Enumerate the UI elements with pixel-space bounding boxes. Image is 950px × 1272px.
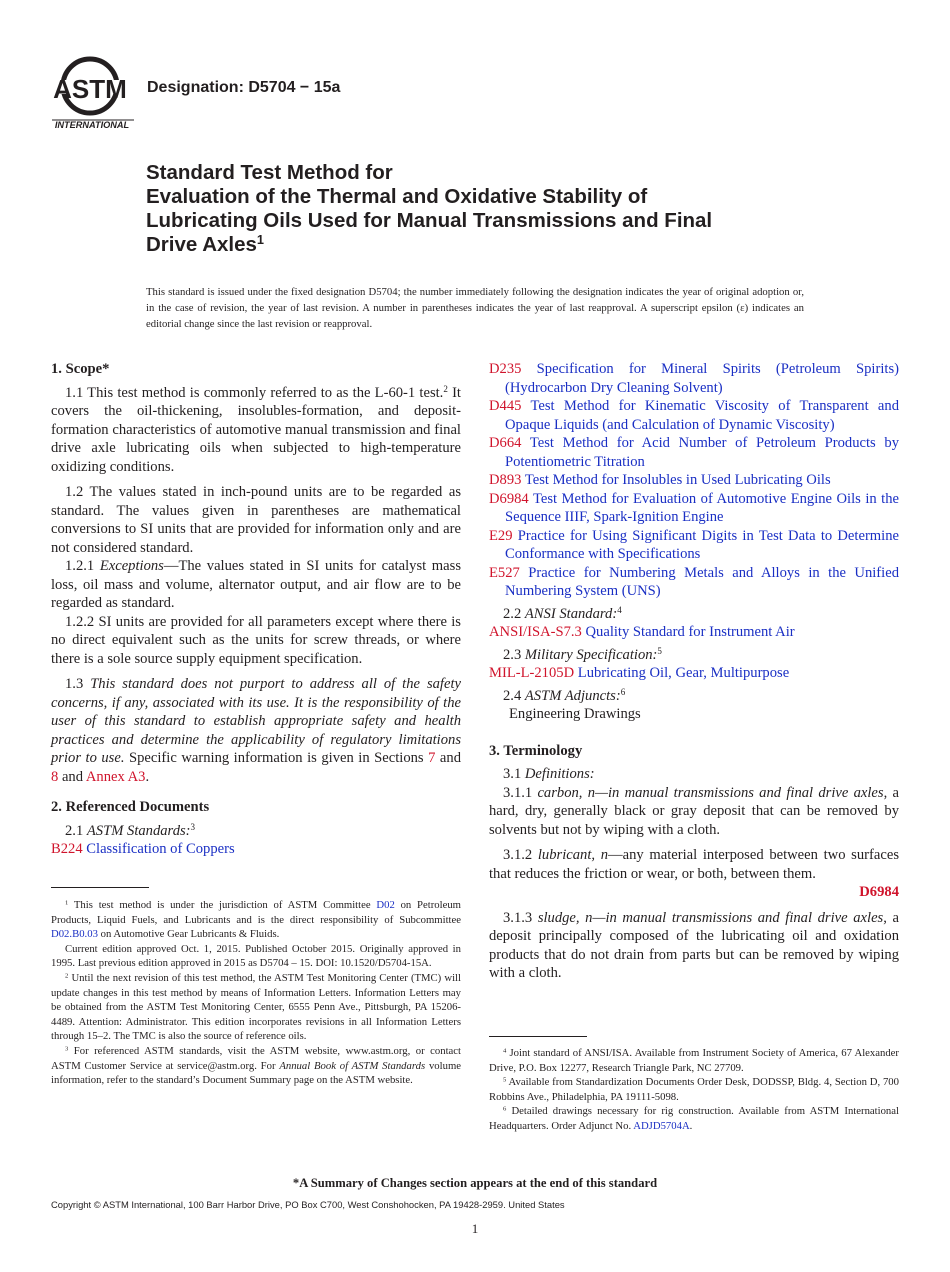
footnote-divider: [51, 887, 149, 888]
title-line-3: Lubricating Oils Used for Manual Transmissions and Final: [146, 209, 713, 232]
footnote-ref-2[interactable]: 2: [443, 383, 448, 394]
footnote-ref-3[interactable]: 3: [190, 821, 196, 832]
para-3-1-3: 3.1.3 sludge, n—in manual transmissions and final drive axles, a deposit principally composed of the lubricating oil and oxidation products that do not drain from parts but can be removed by wiping with a cloth.: [489, 909, 899, 981]
subcommittee-link[interactable]: D02.B0.03: [51, 928, 98, 941]
ref-item[interactable]: [489, 564, 899, 601]
para-3-1-1: 3.1.1 carbon, n—in manual transmissions and final drive axles, a hard, dry, generally black or gray deposit that can be removed by solvents but not by wiping with a cloth.: [489, 784, 899, 838]
para-2-1: 2.1 ASTM Standards:$^3$: [65, 821, 196, 839]
page-number: 1: [471, 1221, 479, 1236]
designation: Designation: D5704 − 15a: [147, 79, 341, 96]
ref-code: D235: [489, 361, 522, 377]
section-scope-heading: 1. Scope*: [51, 361, 110, 377]
footnote-1-edition: Current edition approved Oct. 1, 2015. Published October 2015. Originally approved in 1995. Last previous edition approved in 2015 as D5704 – 15. DOI: 10.1520/D5704-15A.: [51, 942, 461, 970]
svg-text:ASTM: ASTM: [53, 74, 127, 104]
para-3-1-2: 3.1.2 lubricant, n—any material interposed between two surfaces that reduces the friction or wear, or both, between them.: [489, 847, 899, 882]
footnote-ref-4[interactable]: 4: [617, 604, 622, 615]
ref-code: D445: [489, 398, 522, 414]
para-1-2: 1.2 The values stated in inch-pound units are to be regarded as standard. The values given in parentheses are mathematical conversions to SI units that are provided for information only and are not considered standard.: [51, 484, 461, 556]
ref-title: Classification of Coppers: [86, 841, 235, 857]
para-2-3: 2.3 Military Specification:$^5$: [503, 645, 662, 663]
ref-item[interactable]: [489, 490, 899, 527]
right-column: [489, 360, 899, 983]
title-line-4: Drive Axles$^1$: [146, 232, 264, 256]
ansi-ref[interactable]: [489, 623, 899, 642]
adjunct-link[interactable]: ADJD5704A: [633, 1119, 690, 1132]
document-title: [146, 161, 866, 257]
para-2-2: 2.2 ANSI Standard:$^4$: [503, 604, 622, 622]
para-3-1: 3.1 Definitions:: [503, 766, 595, 782]
ref-title: Test Method for Insolubles in Used Lubricating Oils: [524, 472, 831, 488]
footnote-6: $^6$ Detailed drawings necessary for rig construction. Available from ASTM International Headquarters. Order Adjunct No. ADJD5704A.: [489, 1105, 899, 1132]
section-8-link[interactable]: 8: [51, 768, 59, 785]
para-1-2-2: 1.2.2 SI units are provided for all parameters except where there is no direct equivalent such as the units for screw threads, or where there is a sole source supply equipment specification.: [51, 613, 461, 667]
footnote-3: $^3$ For referenced ASTM standards, visit the ASTM website, www.astm.org, or contact ASTM Customer Service at service@astm.org. For Annual Book of ASTM Standards volume information, refer to the standard’s Document Summary page on the ASTM website.: [51, 1044, 461, 1087]
committee-d02-link[interactable]: D02: [376, 899, 395, 911]
annex-a3-link[interactable]: Annex A3: [85, 768, 146, 785]
mil-code: MIL-L-2105D: [489, 665, 575, 681]
section-7-link[interactable]: 7: [428, 750, 436, 766]
left-column: [51, 360, 461, 859]
title-footnote-mark[interactable]: 1: [256, 232, 264, 248]
footnote-ref-6[interactable]: 6: [620, 686, 626, 697]
ref-item[interactable]: [489, 471, 899, 490]
section-referenced-heading: 2. Referenced Documents: [51, 799, 210, 815]
ref-item[interactable]: [489, 360, 899, 397]
ansi-title: Quality Standard for Instrument Air: [585, 624, 795, 640]
footnotes-left: [51, 898, 461, 1088]
d6984-source-link[interactable]: D6984: [859, 884, 899, 900]
ref-item[interactable]: [489, 397, 899, 434]
ref-title: Practice for Numbering Metals and Alloys in the Unified Numbering System (UNS): [505, 564, 899, 599]
ref-code: E29: [489, 527, 513, 544]
section-terminology-heading: 3. Terminology: [489, 742, 583, 759]
title-line-2: Evaluation of the Thermal and Oxidative Stability of: [146, 185, 648, 208]
ref-title: Test Method for Acid Number of Petroleum Products by Potentiometric Titration: [505, 435, 899, 470]
title-line-1: Standard Test Method for: [146, 161, 393, 184]
ref-item[interactable]: [51, 840, 461, 859]
footnote-5: $^5$ Available from Standardization Documents Order Desk, DODSSP, Bldg. 4, Section D, 700 Robbins Ave., Philadelphia, PA 19111-5098.: [489, 1076, 899, 1103]
para-1-3: 1.3 This standard does not purport to address all of the safety concerns, if any, associated with its use. It is the responsibility of the user of this standard to establish appropriate safety and health practices and determine the applicability of regulatory limitations prior to use. Specific warning information is given in Sections 7 and 8 and Annex A3.: [51, 676, 461, 785]
ref-title: Practice for Using Significant Digits in Test Data to Determine Conformance with Specifications: [505, 527, 899, 562]
copyright: Copyright © ASTM International, 100 Barr Harbor Drive, PO Box C700, West Conshohocken, PA 19428-2959. United States: [51, 1199, 565, 1210]
footnote-divider: [489, 1036, 587, 1037]
ref-code: D893: [489, 472, 522, 488]
ref-code: D664: [489, 435, 522, 451]
ref-item[interactable]: [489, 434, 899, 471]
ref-code: E527: [489, 564, 520, 581]
ref-code: B224: [51, 841, 83, 857]
ansi-code: ANSI/ISA-S7.3: [489, 624, 582, 640]
footnote-1: $^1$ This test method is under the jurisdiction of ASTM Committee D02 on Petroleum Products, Liquid Fuels, and Lubricants and is the direct responsibility of Subcommittee D02.B0.03 on Automotive Gear Lubricants & Fluids.: [51, 899, 461, 941]
ref-title: Specification for Mineral Spirits (Petroleum Spirits) (Hydrocarbon Dry Cleaning Solvent): [505, 361, 899, 396]
footnotes-right: [489, 1046, 899, 1134]
para-1-2-1: 1.2.1 Exceptions—The values stated in SI units for catalyst mass loss, oil mass and volume, alternator output, and air flow are to be regarded as standard.: [51, 558, 461, 611]
preamble: This standard is issued under the fixed designation D5704; the number immediately following the designation indicates the year of original adoption or, in the case of revision, the year of last revision. A number in parentheses indicates the year of last reapproval. A superscript epsilon (ε) indicates an editorial change since the last revision or reapproval.: [146, 286, 804, 330]
ref-title: Test Method for Kinematic Viscosity of Transparent and Opaque Liquids (and Calculation of Dynamic Viscosity): [505, 398, 900, 433]
adjunct-item: Engineering Drawings: [509, 706, 641, 722]
ref-title: Test Method for Evaluation of Automotive Engine Oils in the Sequence IIIF, Spark-Ignition Engine: [505, 490, 900, 525]
mil-ref[interactable]: MIL-L-2105D Lubricating Oil, Gear, Multipurpose: [489, 665, 790, 681]
footnote-ref-5[interactable]: 5: [657, 645, 662, 656]
para-2-4: 2.4 ASTM Adjuncts:$^6$: [503, 686, 626, 704]
svg-text:INTERNATIONAL: INTERNATIONAL: [54, 120, 130, 130]
summary-of-changes-note: *A Summary of Changes section appears at the end of this standard: [292, 1176, 658, 1190]
astm-logo: [52, 56, 134, 132]
para-1-1: 1.1 This test method is commonly referred to as the L-60-1 test.$^2$ It covers the oil-thickening, insolubles-formation, and deposit-formation characteristics of automotive manual transmission and final drive axle lubricating oils when subjected to high-temperature oxidizing conditions.: [51, 383, 461, 475]
ref-code: D6984: [489, 490, 529, 507]
footnote-2: $^2$ Until the next revision of this test method, the ASTM Test Monitoring Center (TMC) will update changes in this test method by means of Information Letters. Information Letters may be obtained from the ASTM Test Monitoring Center, 6555 Penn Ave., Pittsburgh, PA 15206-4489. Attention: Administrator. This edition incorporates revisions in all Information Letters through 15–2. The TMC is also the source of reference oils.: [51, 971, 461, 1043]
ref-item[interactable]: [489, 527, 899, 564]
footnote-4: $^4$ Joint standard of ANSI/ISA. Available from Instrument Society of America, 67 Alexander Drive, P.O. Box 12277, Research Triangle Park, NC 27709.: [489, 1047, 899, 1074]
